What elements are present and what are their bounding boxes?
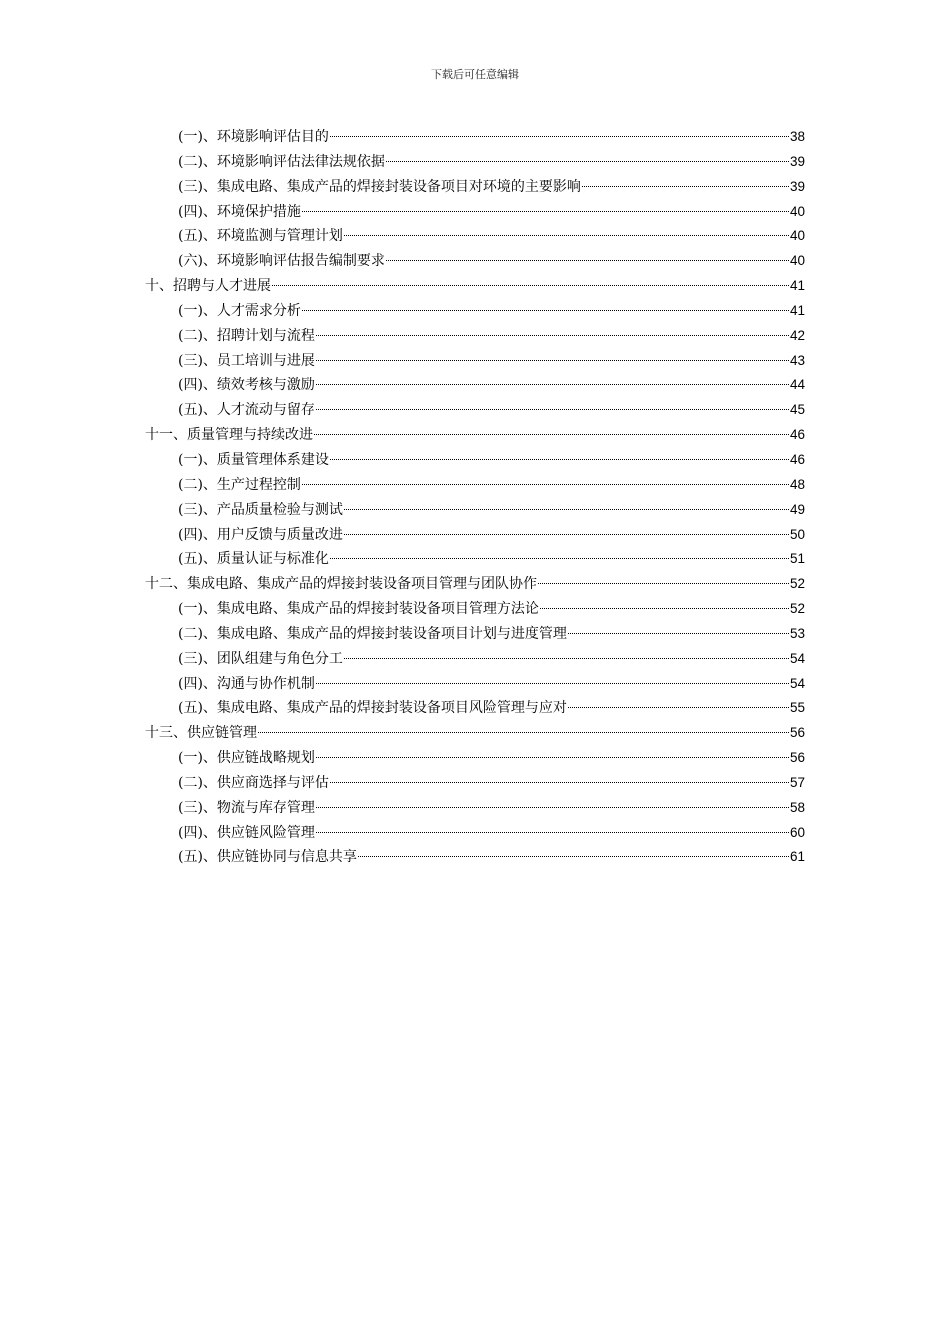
toc-entry-title: (二)、供应商选择与评估 [178, 774, 329, 791]
toc-dot-leader [302, 310, 789, 311]
toc-section-entry[interactable] [145, 299, 805, 324]
toc-entry-page-number: 44 [789, 377, 805, 393]
toc-section-entry[interactable] [145, 224, 805, 249]
toc-entry-title: (四)、环境保护措施 [178, 203, 301, 220]
toc-section-entry[interactable] [145, 498, 805, 523]
toc-section-entry[interactable] [145, 622, 805, 647]
toc-dot-leader [540, 608, 789, 609]
toc-entry-page-number: 56 [789, 750, 805, 766]
toc-entry-title: (一)、环境影响评估目的 [178, 129, 329, 145]
toc-entry-title: (五)、环境监测与管理计划 [178, 228, 343, 245]
toc-section-entry[interactable] [145, 845, 805, 870]
toc-section-entry[interactable] [145, 448, 805, 473]
toc-section-entry[interactable] [145, 373, 805, 398]
toc-section-entry[interactable] [145, 547, 805, 572]
toc-entry-title: 十二、集成电路、集成产品的焊接封装设备项目管理与团队协作 [145, 576, 537, 593]
toc-dot-leader [316, 683, 789, 684]
toc-entry-page-number: 38 [789, 129, 805, 144]
toc-dot-leader [330, 558, 789, 559]
toc-entry-title: (二)、招聘计划与流程 [178, 327, 315, 344]
toc-entry-page-number: 39 [789, 178, 805, 194]
toc-dot-leader [272, 285, 789, 286]
toc-section-entry[interactable] [145, 746, 805, 771]
toc-section-entry[interactable] [145, 672, 805, 697]
toc-entry-title: (五)、人才流动与留存 [178, 402, 315, 419]
toc-dot-leader [316, 360, 789, 361]
toc-entry-page-number: 58 [789, 799, 805, 815]
toc-entry-title: (三)、产品质量检验与测试 [178, 501, 343, 518]
toc-section-entry[interactable] [145, 523, 805, 548]
toc-entry-title: (六)、环境影响评估报告编制要求 [178, 253, 385, 270]
toc-dot-leader [302, 211, 789, 212]
toc-entry-title: 十一、质量管理与持续改进 [145, 427, 313, 444]
toc-dot-leader [568, 707, 789, 708]
toc-section-entry[interactable] [145, 349, 805, 374]
toc-dot-leader [582, 186, 789, 187]
toc-entry-page-number: 49 [789, 501, 805, 517]
toc-dot-leader [330, 782, 789, 783]
toc-dot-leader [314, 434, 789, 435]
toc-entry-title: (五)、集成电路、集成产品的焊接封装设备项目风险管理与应对 [178, 700, 567, 717]
toc-entry-page-number: 51 [789, 551, 805, 567]
toc-dot-leader [316, 384, 789, 385]
toc-entry-page-number: 53 [789, 625, 805, 641]
toc-dot-leader [386, 161, 789, 162]
toc-chapter-entry[interactable] [145, 721, 805, 746]
toc-entry-page-number: 39 [789, 153, 805, 169]
toc-entry-title: (三)、团队组建与角色分工 [178, 650, 343, 667]
toc-dot-leader [386, 260, 789, 261]
toc-entry-title: (三)、集成电路、集成产品的焊接封装设备项目对环境的主要影响 [178, 178, 581, 195]
toc-dot-leader [316, 409, 789, 410]
toc-dot-leader [344, 235, 789, 236]
toc-entry-title: (一)、质量管理体系建设 [178, 451, 329, 468]
toc-entry-page-number: 54 [789, 675, 805, 691]
toc-entry-title: (二)、集成电路、集成产品的焊接封装设备项目计划与进度管理 [178, 625, 567, 642]
toc-entry-page-number: 48 [789, 476, 805, 492]
toc-entry-page-number: 42 [789, 327, 805, 343]
toc-dot-leader [316, 335, 789, 336]
toc-section-entry[interactable] [145, 597, 805, 622]
toc-section-entry[interactable] [145, 473, 805, 498]
toc-entry-title: (二)、生产过程控制 [178, 476, 301, 493]
toc-entry-page-number: 57 [789, 774, 805, 790]
toc-entry-page-number: 52 [789, 601, 805, 617]
toc-entry-title: (二)、环境影响评估法律法规依据 [178, 153, 385, 170]
toc-section-entry[interactable] [145, 647, 805, 672]
toc-dot-leader [344, 509, 789, 510]
toc-section-entry[interactable] [145, 696, 805, 721]
toc-section-entry[interactable] [145, 796, 805, 821]
toc-entry-title: 十三、供应链管理 [145, 725, 257, 742]
toc-section-entry[interactable] [145, 175, 805, 200]
toc-entry-page-number: 54 [789, 650, 805, 666]
toc-section-entry[interactable] [145, 324, 805, 349]
toc-dot-leader [358, 856, 789, 857]
toc-entry-title: (五)、供应链协同与信息共享 [178, 849, 357, 866]
toc-section-entry[interactable] [145, 821, 805, 846]
toc-entry-title: (一)、人才需求分析 [178, 302, 301, 319]
toc-section-entry[interactable] [145, 200, 805, 225]
toc-section-entry[interactable] [145, 125, 805, 150]
toc-dot-leader [316, 832, 789, 833]
toc-entry-page-number: 41 [789, 302, 805, 318]
toc-dot-leader [344, 658, 789, 659]
toc-entry-title: (一)、集成电路、集成产品的焊接封装设备项目管理方法论 [178, 601, 539, 618]
toc-dot-leader [330, 459, 789, 460]
toc-dot-leader [302, 484, 789, 485]
toc-dot-leader [568, 633, 789, 634]
toc-chapter-entry[interactable] [145, 274, 805, 299]
toc-entry-page-number: 43 [789, 352, 805, 368]
toc-chapter-entry[interactable] [145, 572, 805, 597]
toc-entry-title: (四)、用户反馈与质量改进 [178, 526, 343, 543]
toc-entry-title: 十、招聘与人才进展 [145, 278, 271, 295]
toc-entry-title: (五)、质量认证与标准化 [178, 551, 329, 568]
toc-entry-page-number: 46 [789, 427, 805, 443]
toc-entry-page-number: 40 [789, 253, 805, 269]
toc-chapter-entry[interactable] [145, 423, 805, 448]
toc-section-entry[interactable] [145, 398, 805, 423]
toc-entry-page-number: 45 [789, 402, 805, 418]
toc-entry-page-number: 40 [789, 203, 805, 219]
toc-entry-page-number: 40 [789, 228, 805, 244]
toc-entry-page-number: 60 [789, 824, 805, 840]
toc-entry-title: (一)、供应链战略规划 [178, 750, 315, 767]
toc-dot-leader [538, 583, 789, 584]
toc-dot-leader [344, 534, 789, 535]
toc-section-entry[interactable] [145, 150, 805, 175]
toc-dot-leader [316, 807, 789, 808]
page-header-note: 下载后可任意编辑 [431, 68, 519, 81]
toc-entry-page-number: 61 [789, 849, 805, 865]
toc-section-entry[interactable] [145, 249, 805, 274]
toc-entry-title: (四)、绩效考核与激励 [178, 377, 315, 394]
toc-entry-title: (三)、员工培训与进展 [178, 352, 315, 369]
toc-entry-title: (四)、沟通与协作机制 [178, 675, 315, 692]
toc-entry-page-number: 41 [789, 278, 805, 294]
toc-entry-title: (四)、供应链风险管理 [178, 824, 315, 841]
toc-entry-page-number: 55 [789, 700, 805, 716]
toc-entry-title: (三)、物流与库存管理 [178, 799, 315, 816]
toc-dot-leader [330, 136, 789, 137]
toc-section-entry[interactable] [145, 771, 805, 796]
table-of-contents [145, 125, 805, 870]
toc-entry-page-number: 56 [789, 725, 805, 741]
toc-entry-page-number: 52 [789, 576, 805, 592]
toc-entry-page-number: 50 [789, 526, 805, 542]
toc-dot-leader [258, 732, 789, 733]
toc-entry-page-number: 46 [789, 451, 805, 467]
toc-dot-leader [316, 757, 789, 758]
